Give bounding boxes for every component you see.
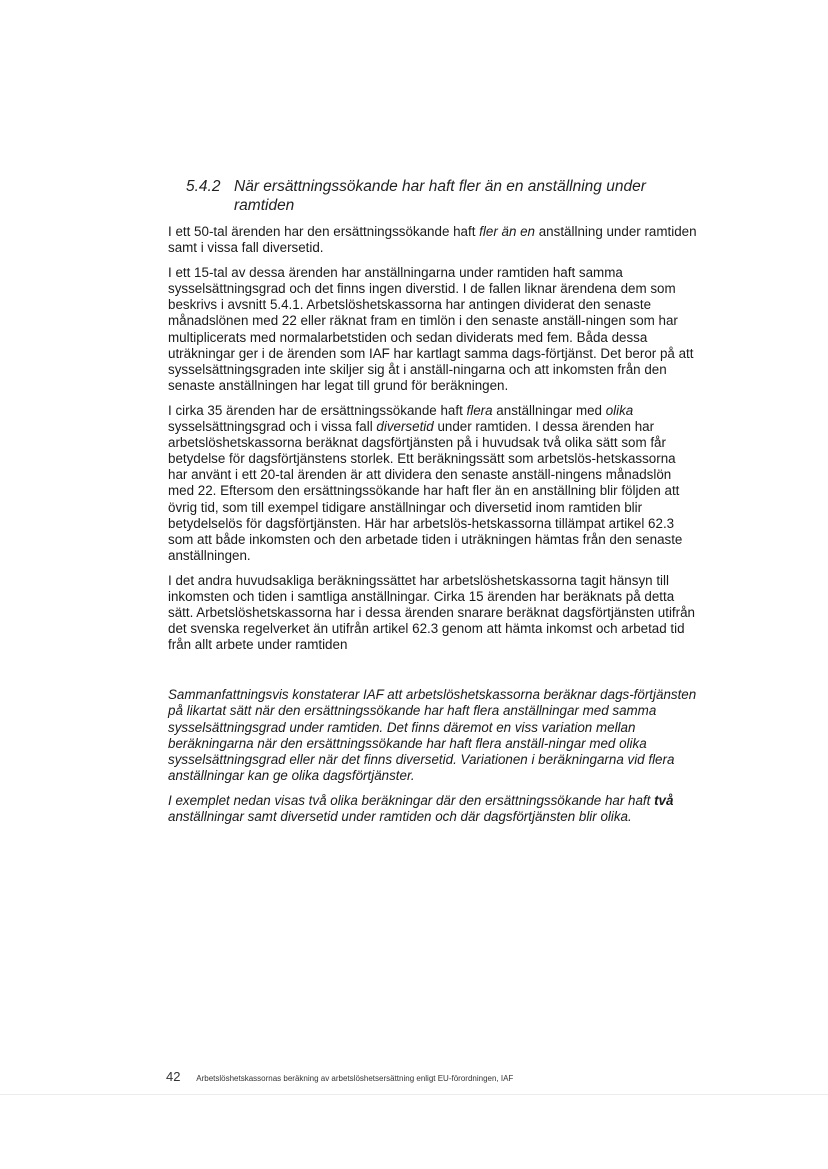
p3-text-b: anställningar med [492, 402, 606, 418]
footer-divider [0, 1094, 828, 1095]
p1-emphasis: fler än en [479, 224, 536, 239]
p1-text-a: I ett 50-tal ärenden har den ersättningssökande haft [168, 224, 480, 239]
paragraph-2: I ett 15-tal av dessa ärenden har anställningarna under ramtiden haft samma sysselsättningsgrad och det finns ingen diverstid. I de fallen liknar ärendena dem som beskrivs i avsnitt 5.4.1. Arbetslöshetskassorna har antingen dividerat den senaste månadslönen med 22 eller räknat fram en timlön i den senaste anställ-ningen som har multiplicerats med normalarbetstiden och sedan dividerats med fem. Båda dessa uträkningar ger i de ärenden som IAF har kartlagt samma dags-förtjänst. Det beror på att sysselsättningsgraden inte skiljer sig åt i anställ-ningarna och att inkomsten från den senaste anställningen har legat till grund för beräkningen. [168, 265, 694, 393]
p3-text-c: sysselsättningsgrad och i vissa fall [168, 419, 377, 435]
p6-strong: två [654, 792, 674, 808]
p3-emphasis-olika: olika [605, 402, 634, 418]
p3-text-d: under ramtiden. I dessa ärenden har arbetslöshetskassorna beräknat dagsförtjänsten på i huvudsak två olika sätt som får betydelse för dagsförtjänstens storlek. Ett beräkningssätt som arbetslös-hetskassorna har använt i ett 20-tal ärenden är att dividera den senaste anställ-ningens månadslön med 22. Eftersom den ersättningssökande har haft fler än en anställning blir följden att övrig tid, som till exempel tidigare anställningar och diversetid inom ramtiden blir betydelselös för dagsförtjänsten. Här har arbetslös-hetskassorna tillämpat artikel 62.3 som att både inkomsten och den arbetade tiden i uträkningen hämtas från den senaste anställningen. [168, 419, 683, 563]
footer-text: Arbetslöshetskassornas beräkning av arbetslöshetsersättning enligt EU-förordningen, IAF [196, 1074, 514, 1083]
p6-text-b: anställningar samt diversetid under ramtiden och där dagsförtjänsten blir olika. [168, 809, 632, 824]
page-footer [166, 1069, 726, 1084]
section-title: När ersättningssökande har haft fler än en anställning under ramtiden [234, 178, 646, 214]
p1-text-b: anställning under ramtiden samt i vissa fall diversetid. [168, 224, 697, 256]
body-text [168, 224, 698, 834]
p3-emphasis-flera: flera [466, 402, 493, 418]
paragraph-1 [168, 224, 698, 256]
section-number: 5.4.2 [186, 178, 221, 195]
paragraph-3 [168, 403, 698, 564]
p6-text-a: I exemplet nedan visas två olika beräkningar där den ersättningssökande har haft [168, 792, 655, 808]
page-number: 42 [166, 1069, 181, 1084]
example-intro-paragraph [168, 793, 698, 825]
paragraph-4: I det andra huvudsakliga beräkningssättet har arbetslöshetskassorna tagit hänsyn till inkomsten och tiden i samtliga anställningar. Cirka 15 ärenden har beräknats på detta sätt. Arbetslöshetskassorna har i dessa ärenden snarare beräknat dagsförtjänsten utifrån det svenska regelverket än utifrån artikel 62.3 genom att hämta inkomst och arbetad tid från allt arbete under ramtiden [168, 572, 696, 653]
p3-text-a: I cirka 35 ärenden har de ersättningssökande haft [168, 402, 467, 418]
p3-emphasis-diversetid: diversetid [376, 419, 434, 435]
summary-paragraph: Sammanfattningsvis konstaterar IAF att arbetslöshetskassorna beräknar dags-förtjänsten på likartat sätt när den ersättningssökande har haft flera anställningar med samma sysselsättningsgrad under ramtiden. Det finns däremot en viss variation mellan beräkningarna när den ersättningssökande har haft flera anställ-ningar med olika sysselsättningsgrad eller när det finns diversetid. Variationen i beräkningarna vid flera anställningar kan ge olika dagsförtjänster. [168, 687, 697, 783]
section-heading [186, 177, 706, 215]
